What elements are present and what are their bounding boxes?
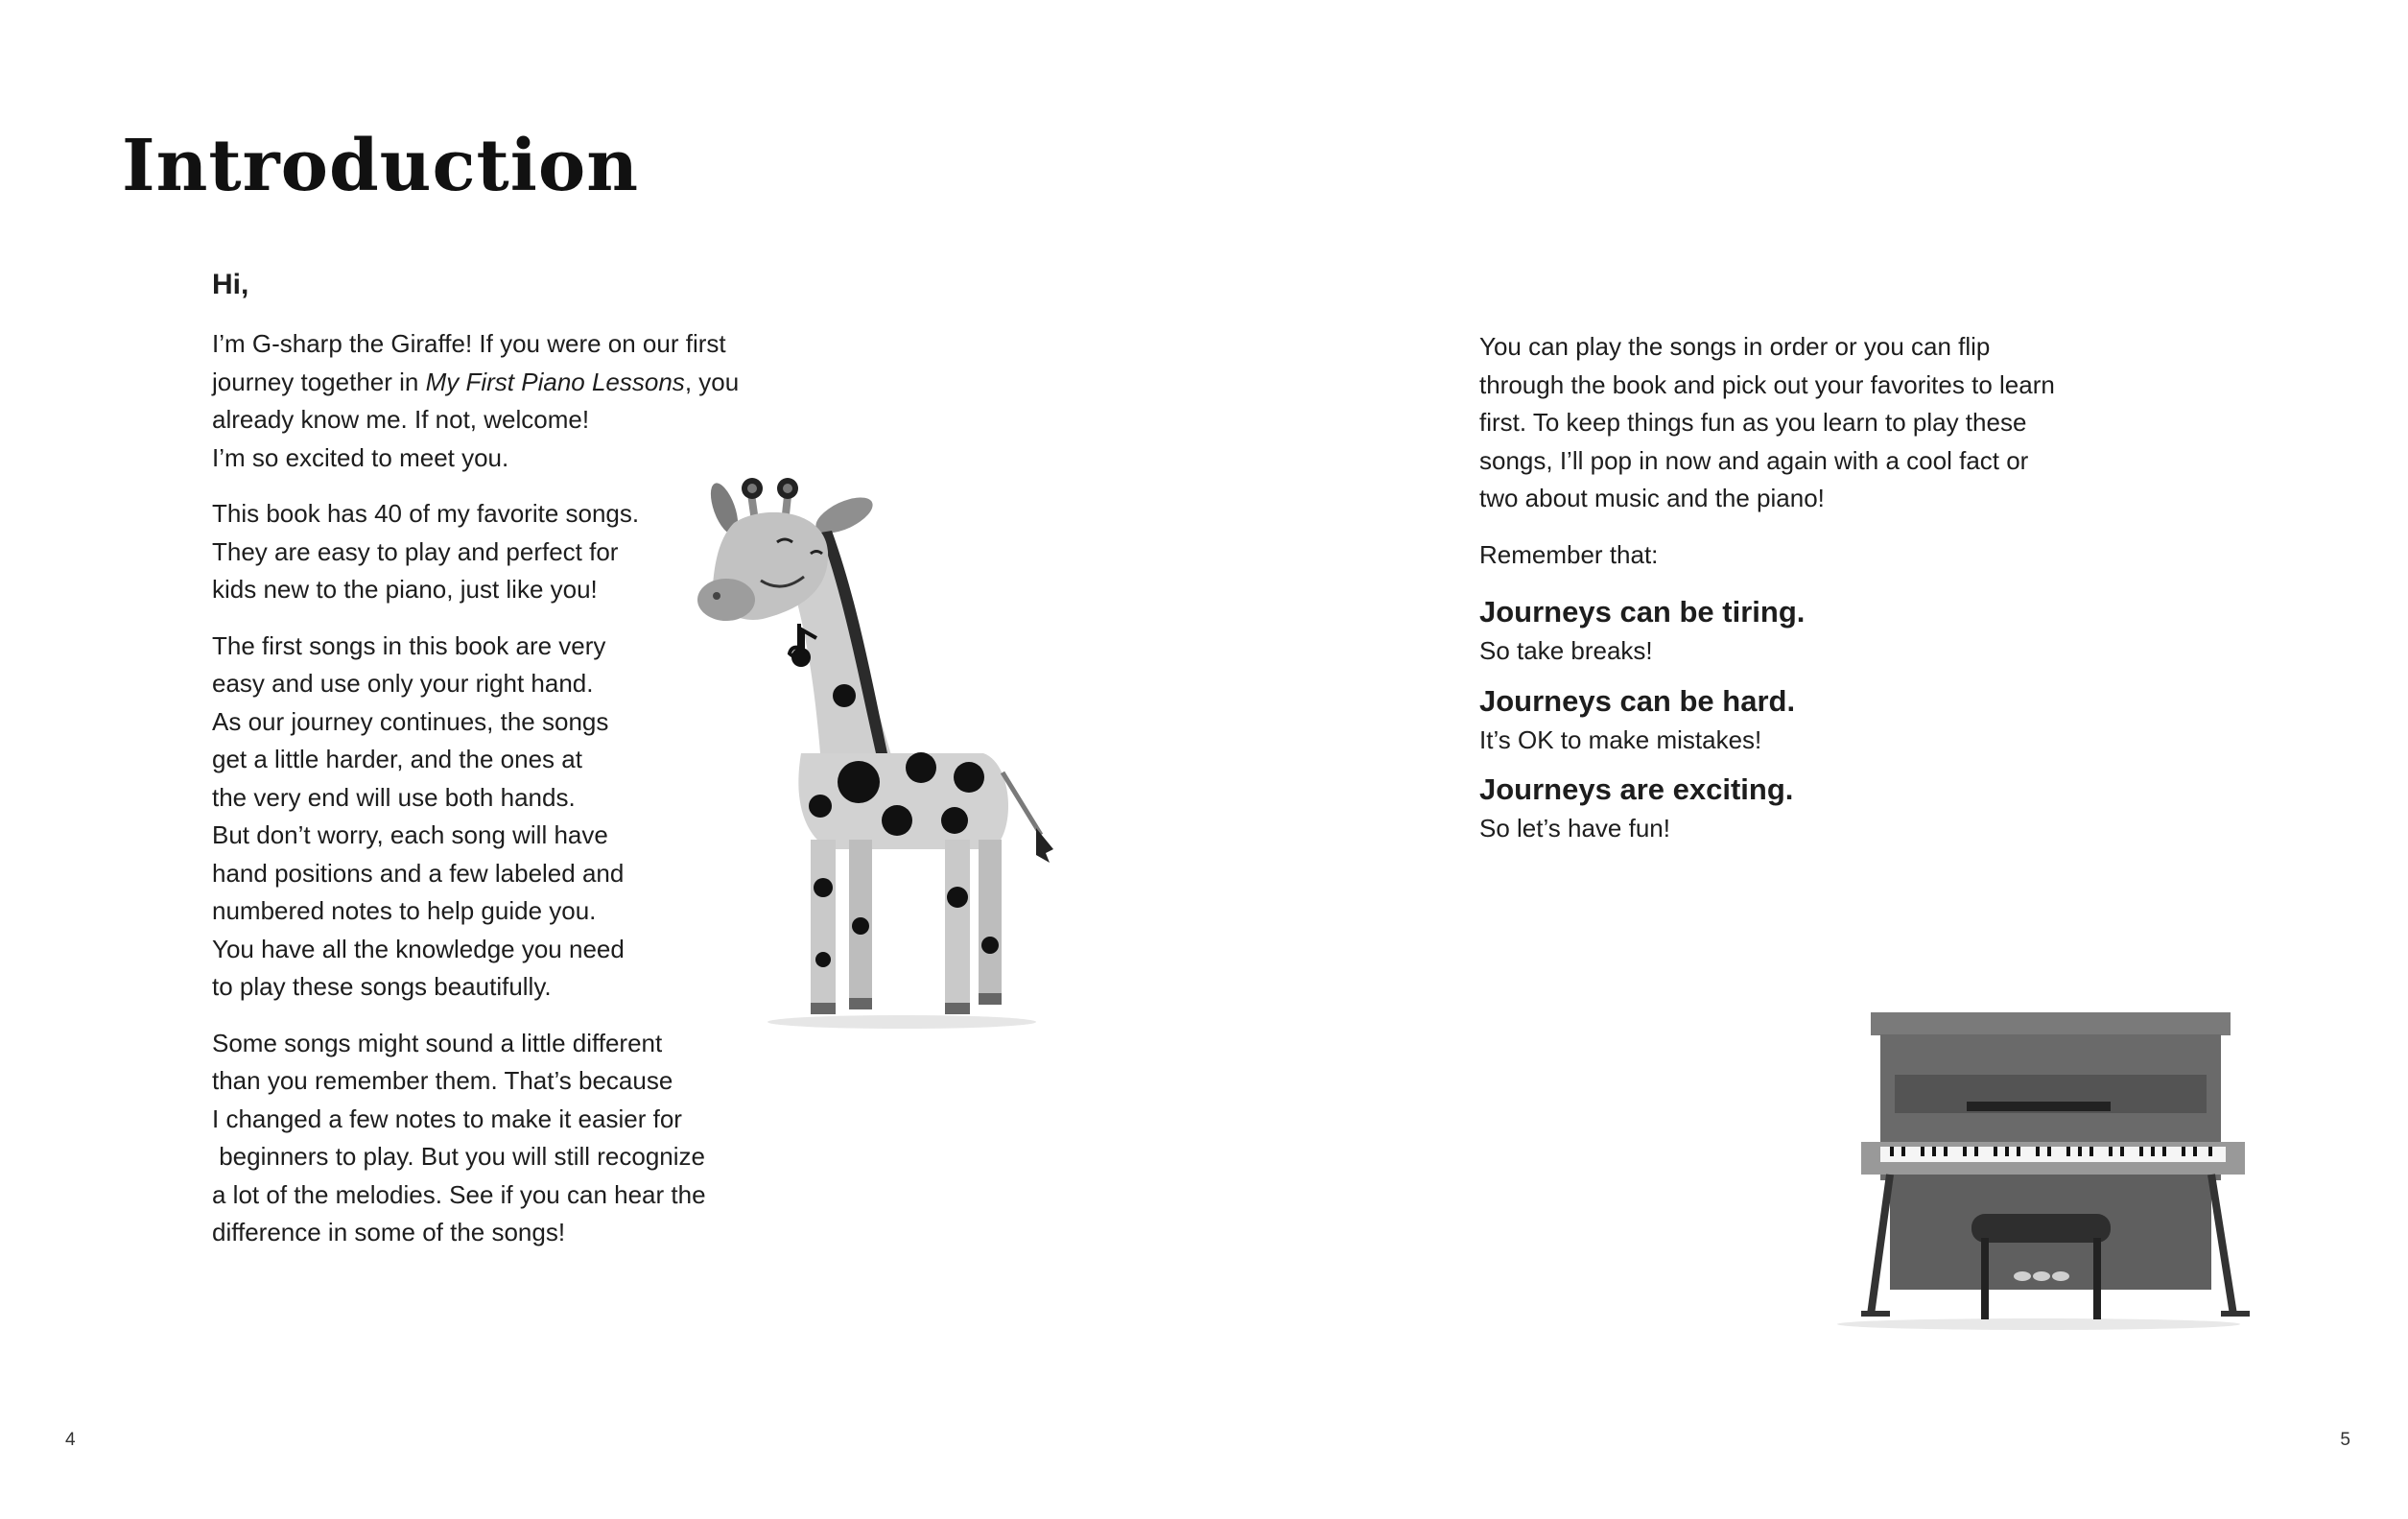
- text-line: As our journey continues, the songs: [212, 706, 609, 736]
- right-column: [1479, 328, 2151, 859]
- text-line: first. To keep things fun as you learn to play these: [1479, 408, 2027, 437]
- text-line: kids new to the piano, just like you!: [212, 575, 598, 604]
- text-line: a lot of the melodies. See if you can hear the: [212, 1179, 706, 1209]
- page-number-right: 5: [2340, 1430, 2350, 1450]
- text-line: You can play the songs in order or you can flip: [1479, 332, 1991, 361]
- piano-illustration: [1813, 998, 2264, 1334]
- text-line: This book has 40 of my favorite songs.: [212, 499, 640, 528]
- journey-text-tiring: So take breaks!: [1479, 636, 1653, 665]
- text-segment: journey together in: [212, 367, 426, 396]
- giraffe-illustration: [686, 465, 1070, 1041]
- intro-paragraph: [212, 325, 749, 477]
- hands-paragraph: [212, 628, 749, 1007]
- page-number-left: 4: [65, 1430, 76, 1450]
- text-line: You have all the knowledge you need: [212, 934, 625, 963]
- text-line: I’m G-sharp the Giraffe! If you were on our first: [212, 329, 726, 358]
- page-title: Introduction: [122, 125, 639, 207]
- text-segment: , you: [684, 367, 740, 396]
- text-line: Some songs might sound a little different: [212, 1028, 663, 1057]
- left-column: [212, 266, 749, 1270]
- greeting: Hi,: [212, 269, 249, 300]
- text-line: I changed a few notes to make it easier for: [212, 1104, 682, 1133]
- journey-heading-hard: Journeys can be hard.: [1479, 683, 1796, 718]
- text-line: hand positions and a few labeled and: [212, 858, 625, 888]
- text-line: songs, I’ll pop in now and again with a cool fact or: [1479, 445, 2029, 475]
- journey-heading-exciting: Journeys are exciting.: [1479, 772, 1794, 806]
- remember-line: Remember that:: [1479, 539, 1659, 569]
- journey-text-hard: It’s OK to make mistakes!: [1479, 724, 1762, 754]
- text-line: They are easy to play and perfect for: [212, 536, 619, 566]
- text-line: But don’t worry, each song will have: [212, 820, 608, 849]
- text-line: [212, 364, 749, 402]
- text-line: The first songs in this book are very: [212, 630, 606, 660]
- melodies-paragraph: [212, 1025, 749, 1252]
- text-line: already know me. If not, welcome!: [212, 405, 590, 434]
- journey-text-exciting: So let’s have fun!: [1479, 814, 1670, 843]
- text-line: than you remember them. That’s because: [212, 1066, 673, 1095]
- text-line: to play these songs beautifully.: [212, 972, 552, 1001]
- text-line: difference in some of the songs!: [212, 1218, 566, 1246]
- order-paragraph: [1479, 328, 2151, 518]
- text-line: the very end will use both hands.: [212, 782, 576, 812]
- journey-heading-tiring: Journeys can be tiring.: [1479, 595, 1806, 629]
- text-line: through the book and pick out your favorites to learn: [1479, 369, 2055, 399]
- text-line: two about music and the piano!: [1479, 484, 1825, 512]
- book-title: My First Piano Lessons: [425, 367, 685, 396]
- songs-paragraph: [212, 495, 749, 609]
- text-line: easy and use only your right hand.: [212, 669, 594, 698]
- text-line: numbered notes to help guide you.: [212, 896, 597, 925]
- text-line: I’m so excited to meet you.: [212, 442, 509, 472]
- text-line: beginners to play. But you will still recognize: [212, 1142, 705, 1171]
- text-line: get a little harder, and the ones at: [212, 745, 582, 773]
